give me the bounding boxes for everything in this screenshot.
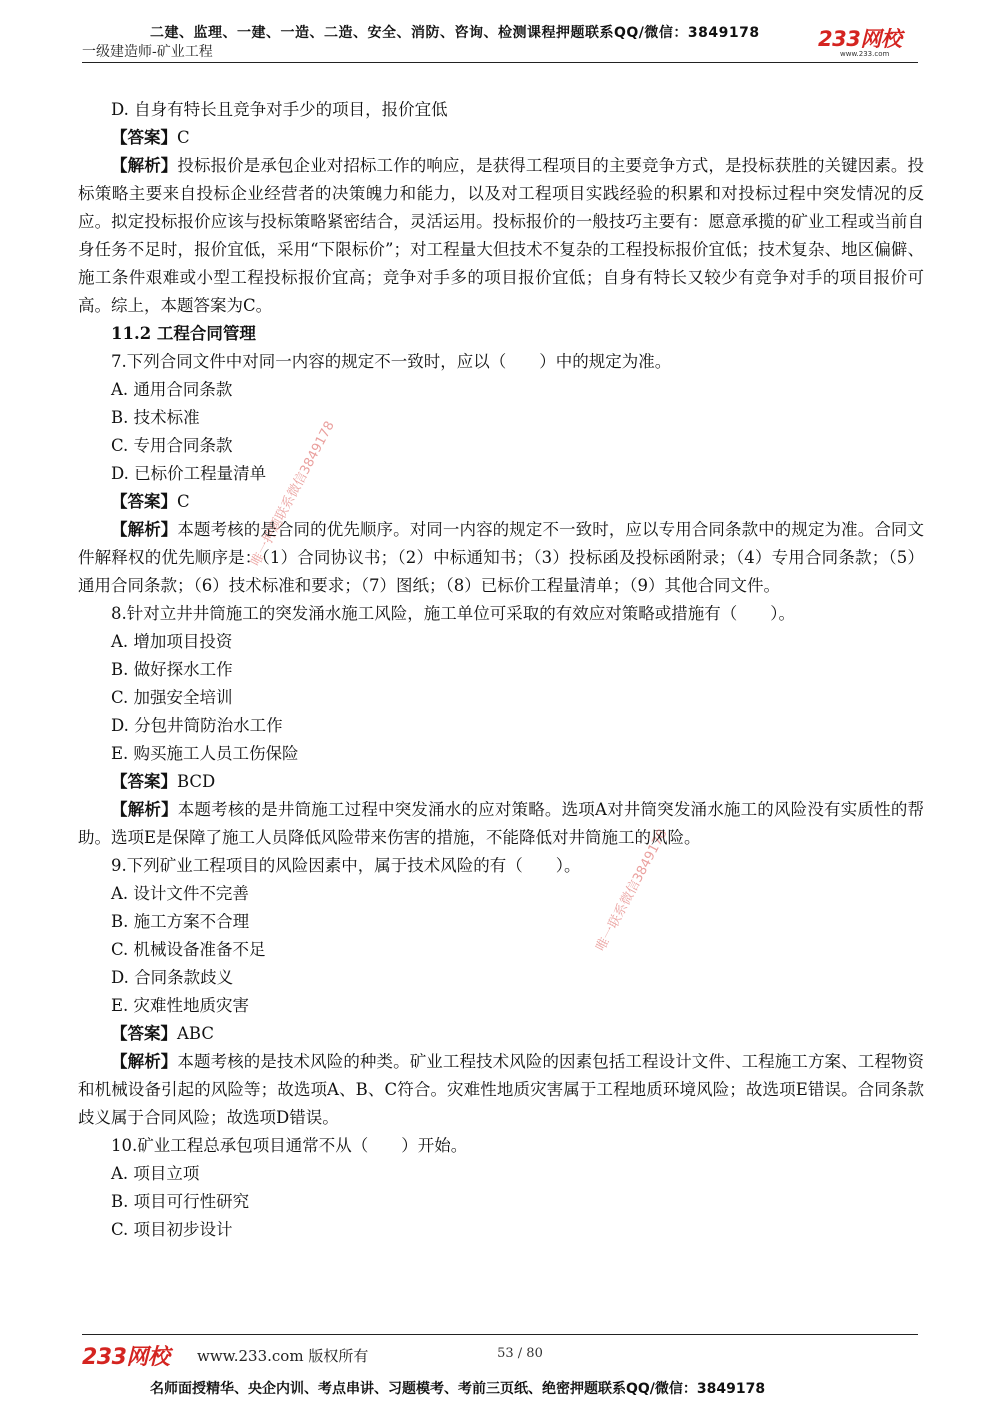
option: E. 灾难性地质灾害 bbox=[111, 996, 250, 1015]
analysis-label: 【解析】 bbox=[111, 156, 178, 175]
header-divider bbox=[82, 62, 918, 63]
option: D. 分包井筒防治水工作 bbox=[111, 716, 283, 735]
answer-line bbox=[78, 488, 924, 516]
option: B. 技术标准 bbox=[111, 408, 200, 427]
option: D. 合同条款歧义 bbox=[111, 968, 234, 987]
option: E. 购买施工人员工伤保险 bbox=[111, 744, 299, 763]
option: C. 加强安全培训 bbox=[111, 688, 233, 707]
brand-logo bbox=[818, 28, 918, 64]
answer-value: ABC bbox=[177, 1024, 214, 1043]
analysis-paragraph bbox=[78, 796, 924, 852]
option: A. 增加项目投资 bbox=[111, 632, 233, 651]
analysis-text: 本题考核的是井筒施工过程中突发涌水的应对策略。选项A对井筒突发涌水施工的风险没有实质性的帮助。选项E是保障了施工人员降低风险带来伤害的措施，不能降低对井筒施工的风险。 bbox=[78, 800, 925, 847]
analysis-label: 【解析】 bbox=[111, 520, 178, 539]
analysis-label: 【解析】 bbox=[111, 1052, 178, 1071]
analysis-paragraph bbox=[78, 516, 924, 600]
question-stem: 9.下列矿业工程项目的风险因素中，属于技术风险的有（ ）。 bbox=[111, 856, 581, 875]
option: B. 做好探水工作 bbox=[111, 660, 233, 679]
option: C. 专用合同条款 bbox=[111, 436, 233, 455]
option: B. 项目可行性研究 bbox=[111, 1192, 250, 1211]
analysis-paragraph bbox=[78, 152, 924, 320]
watermark: 唯一押题联系微信3849178 bbox=[248, 418, 338, 569]
bottom-contact-banner: 名师面授精华、央企内训、考点串讲、习题模考、考前三页纸、绝密押题联系QQ/微信：3849178 bbox=[150, 1381, 766, 1397]
answer-value: BCD bbox=[177, 772, 216, 791]
section-title: 11.2 工程合同管理 bbox=[111, 324, 256, 343]
footer-logo: 233网校 bbox=[82, 1345, 170, 1370]
answer-label: 【答案】 bbox=[111, 128, 177, 147]
footer-copyright: www.233.com 版权所有 bbox=[197, 1347, 369, 1365]
answer-value: C bbox=[177, 128, 190, 147]
answer-line bbox=[78, 124, 924, 152]
header-subject: 一级建造师-矿业工程 bbox=[82, 44, 213, 60]
answer-value: C bbox=[177, 492, 190, 511]
analysis-paragraph bbox=[78, 1048, 924, 1132]
option: D. 已标价工程量清单 bbox=[111, 464, 267, 483]
watermark: 唯一联系微信3849178 bbox=[593, 826, 671, 954]
option: D. 自身有特长且竞争对手少的项目，报价宜低 bbox=[111, 100, 448, 119]
question-stem: 7.下列合同文件中对同一内容的规定不一致时，应以（ ）中的规定为准。 bbox=[111, 352, 672, 371]
analysis-label: 【解析】 bbox=[111, 800, 178, 819]
option: C. 项目初步设计 bbox=[111, 1220, 233, 1239]
footer-divider bbox=[82, 1334, 918, 1335]
analysis-text: 本题考核的是合同的优先顺序。对同一内容的规定不一致时，应以专用合同条款中的规定为准。合同文件解释权的优先顺序是：（1）合同协议书；（2）中标通知书；（3）投标函及投标函附录；（4）专用合同条款；（5）通用合同条款；（6）技术标准和要求；（7）图纸；（8）已标价工程量清单；（9）其他合同文件。 bbox=[78, 520, 924, 595]
answer-label: 【答案】 bbox=[111, 492, 177, 511]
top-contact-banner: 二建、监理、一建、一造、二造、安全、消防、咨询、检测课程押题联系QQ/微信：3849178 bbox=[150, 25, 760, 41]
answer-label: 【答案】 bbox=[111, 772, 177, 791]
brand-logo-url: www.233.com bbox=[840, 50, 890, 58]
page-number: 53 / 80 bbox=[497, 1346, 543, 1361]
option: A. 项目立项 bbox=[111, 1164, 200, 1183]
option: C. 机械设备准备不足 bbox=[111, 940, 266, 959]
analysis-text: 投标报价是承包企业对招标工作的响应，是获得工程项目的主要竞争方式，是投标获胜的关键因素。投标策略主要来自投标企业经营者的决策魄力和能力，以及对工程项目实践经验的积累和对投标过程中突发情况的反应。拟定投标报价应该与投标策略紧密结合，灵活运用。投标报价的一般技巧主要有：愿意承揽的矿业工程或当前自身任务不足时，报价宜低，采用“下限标价”；对工程量大但技术不复杂的工程投标报价宜低；技术复杂、地区偏僻、施工条件艰难或小型工程投标报价宜高；竞争对手多的项目报价宜低；自身有特长又较少有竞争对手的项目报价可高。综上，本题答案为C。 bbox=[78, 156, 924, 315]
option: A. 设计文件不完善 bbox=[111, 884, 249, 903]
option: A. 通用合同条款 bbox=[111, 380, 233, 399]
brand-logo-text: 233网校 bbox=[818, 27, 902, 51]
answer-line bbox=[78, 768, 924, 796]
analysis-text: 本题考核的是技术风险的种类。矿业工程技术风险的因素包括工程设计文件、工程施工方案、工程物资和机械设备引起的风险等；故选项A、B、C符合。灾难性地质灾害属于工程地质环境风险；故选项E错误。合同条款歧义属于合同风险；故选项D错误。 bbox=[78, 1052, 924, 1127]
question-stem: 8.针对立井井筒施工的突发涌水施工风险，施工单位可采取的有效应对策略或措施有（ ）。 bbox=[111, 604, 795, 623]
answer-line bbox=[78, 1020, 924, 1048]
page-content bbox=[78, 96, 924, 1244]
question-stem: 10.矿业工程总承包项目通常不从（ ）开始。 bbox=[111, 1136, 468, 1155]
answer-label: 【答案】 bbox=[111, 1024, 177, 1043]
option: B. 施工方案不合理 bbox=[111, 912, 250, 931]
